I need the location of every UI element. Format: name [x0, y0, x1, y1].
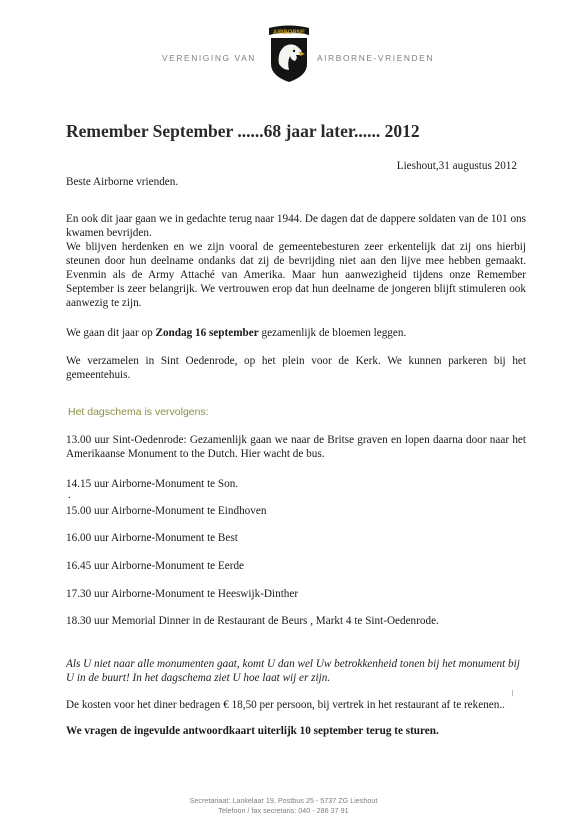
schedule-item: 16.45 uur Airborne-Monument te Eerde — [66, 560, 245, 572]
schedule-first-item: 13.00 uur Sint-Oedenrode: Gezamenlijk gaan we naar de Britse graven en lopen daarna door naar het Amerikaanse Monument to the Dutch. Hier wacht de bus. — [66, 434, 526, 460]
meeting-paragraph: We verzamelen in Sint Oedenrode, op het plein voor de Kerk. We kunnen parkeren bij het gemeentehuis. — [66, 355, 526, 381]
schedule-item: 14.15 uur Airborne-Monument te Son. — [66, 478, 239, 490]
intro-paragraph: En ook dit jaar gaan we in gedachte terug naar 1944. De dagen dat de dappere soldaten van de 101 ons kwamen bevrijden. — [66, 213, 526, 239]
schedule-item: 18.30 uur Memorial Dinner in de Restaurant de Beurs , Markt 4 te Sint-Oedenrode. — [66, 615, 439, 627]
schedule-heading: Het dagschema is vervolgens: — [68, 406, 209, 418]
gratitude-paragraph: We blijven herdenken en we zijn vooral de gemeentebesturen zeer erkentelijk dat zij ons hierbij steunen door hun deelname ondanks dat zij de bevrijding niet aan den lijve mee hebben gemaakt. Evenmin als de Army Attaché van Amerika. Maar hun aanwezigheid tijdens onze Remember September is zeer belangrijk. We vertrouwen erop dat hun deelname de jongeren blijft stimuleren ook aanwezig te zijn. — [66, 241, 526, 309]
schedule-item: 16.00 uur Airborne-Monument te Best — [66, 532, 238, 544]
headline: Remember September ......68 jaar later...... 2012 — [66, 121, 420, 141]
scan-speck — [512, 690, 513, 696]
italic-note: Als U niet naar alle monumenten gaat, komt U dan wel Uw betrokkenheid tonen bij het monument bij U in de buurt! In het dagschema ziet U hoe laat wij er zijn. — [66, 658, 520, 684]
greeting: Beste Airborne vrienden. — [66, 176, 179, 188]
schedule-item: 15.00 uur Airborne-Monument te Eindhoven — [66, 505, 267, 517]
dateline: Lieshout,31 augustus 2012 — [396, 160, 517, 172]
svg-text:AIRBORNE: AIRBORNE — [272, 30, 306, 36]
cost-note: De kosten voor het diner bedragen € 18,50 per persoon, bij vertrek in het restaurant af te rekenen.. — [66, 699, 505, 711]
stray-mark: . — [68, 489, 71, 501]
letterhead-org-right: AIRBORNE-VRIENDEN — [317, 53, 435, 63]
footer-address: Secretariaat: Lankelaar 19, Postbus 25 - 5737 ZG Lieshout — [189, 796, 378, 805]
date-paragraph — [66, 326, 526, 340]
footer-phone: Telefoon / fax secretaris: 040 - 286 37 91 — [218, 806, 349, 815]
airborne-eagle-emblem — [265, 24, 313, 84]
date-paragraph-post: gezamenlijk de bloemen leggen. — [258, 327, 407, 339]
schedule-item: 17.30 uur Airborne-Monument te Heeswijk-Dinther — [66, 588, 299, 600]
reply-deadline-note: We vragen de ingevulde antwoordkaart uiterlijk 10 september terug te sturen. — [66, 725, 439, 737]
date-paragraph-pre: We gaan dit jaar op — [66, 327, 156, 339]
event-date: Zondag 16 september — [155, 327, 259, 339]
letterhead-org-left: VERENIGING VAN — [162, 53, 256, 63]
